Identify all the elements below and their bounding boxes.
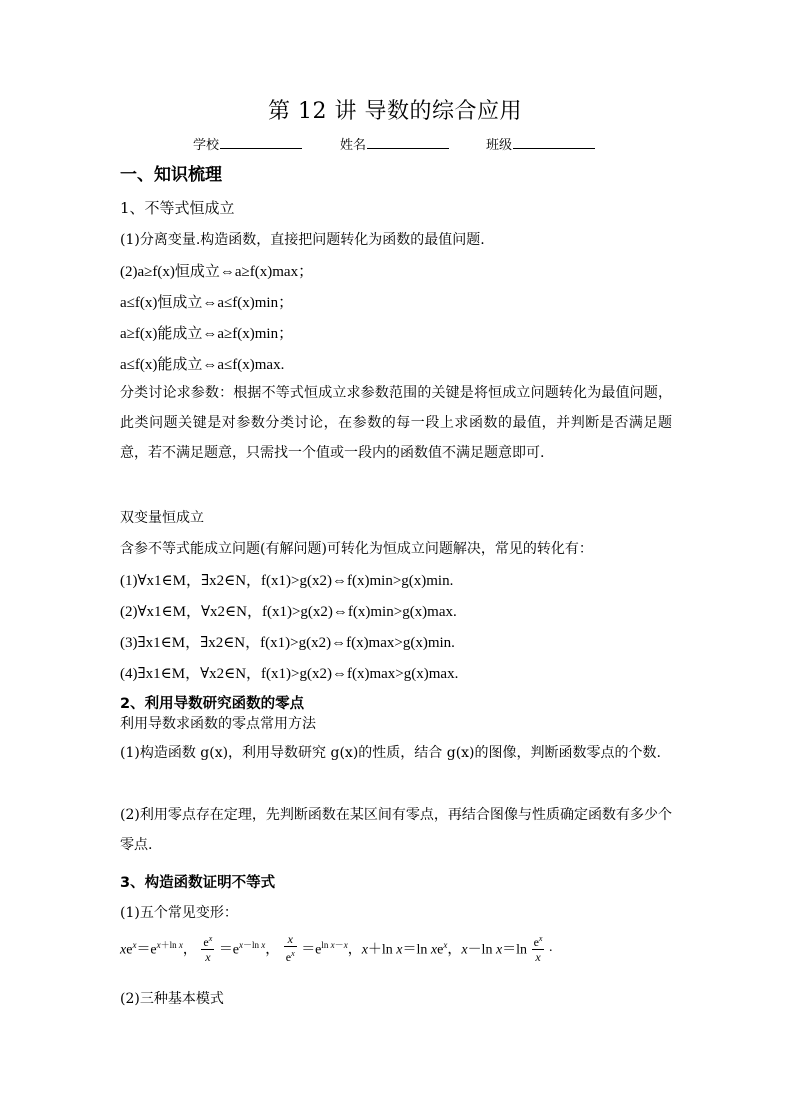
school-label: 学校: [193, 138, 220, 153]
text-line: (2)∀x1∈M，∀x2∈N，f(x1)>g(x2)⇔f(x)min>g(x)max.: [120, 604, 457, 620]
text-line: (1)∀x1∈M，∃x2∈N，f(x1)>g(x2)⇔f(x)min>g(x)min.: [120, 573, 454, 589]
school-blank[interactable]: [220, 136, 302, 149]
name-field[interactable]: [340, 134, 449, 153]
paragraph-classification: 分类讨论求参数：根据不等式恒成立求参数范围的关键是将恒成立问题转化为最值问题，此类问题关键是对参数分类讨论，在参数的每一段上求函数的最值，并判断是否满足题意，若不满足题意，只需找一个值或一段内的函数值不满足题意即可.: [120, 385, 672, 461]
name-blank[interactable]: [367, 136, 449, 149]
double-variable-heading: 双变量恒成立: [120, 510, 204, 526]
subsection-heading-2: 2、利用导数研究函数的零点: [120, 696, 305, 712]
text-line: (3)∃x1∈M，∃x2∈N，f(x1)>g(x2)⇔f(x)max>g(x)min.: [120, 635, 455, 651]
formula-five-forms: $xe^x=e^{x+ln x}$， $\frac{e^x}{x}$ $=e^{x-ln x}$， $\frac{x}{e^x}$ $=e^{ln x-x}$，x＋ln x＝ln $xe^x$，x－ln x＝ln $\frac{e^x}{x}$ .: [120, 932, 553, 964]
page-title: 第 12 讲 导数的综合应用: [268, 99, 522, 124]
section-heading: 一、知识梳理: [120, 165, 222, 185]
class-label: 班级: [486, 138, 513, 153]
paragraph-zero-method-1: (1)构造函数 g(x)，利用导数研究 g(x)的性质，结合 g(x)的图像，判断函数零点的个数.: [120, 745, 661, 761]
text-line: 含参不等式能成立问题(有解问题)可转化为恒成立问题解决，常见的转化有：: [120, 541, 593, 557]
text-line: (2)a≥f(x)恒成立⇔a≥f(x)max；: [120, 264, 314, 280]
text-line: (2)三种基本模式: [120, 991, 224, 1007]
text-line: (1)分离变量.构造函数，直接把问题转化为函数的最值问题.: [120, 232, 485, 248]
text-line: (4)∃x1∈M，∀x2∈N，f(x1)>g(x2)⇔f(x)max>g(x)max.: [120, 666, 459, 682]
class-blank[interactable]: [513, 136, 595, 149]
student-info-fields: [0, 134, 790, 154]
subsection-heading-3: 3、构造函数证明不等式: [120, 875, 276, 891]
text-line: a≥f(x)能成立⇔a≥f(x)min；: [120, 326, 294, 342]
text-line: 利用导数求函数的零点常用方法: [120, 716, 316, 732]
name-label: 姓名: [340, 138, 367, 153]
subsection-heading-1: 1、不等式恒成立: [120, 199, 235, 217]
class-field[interactable]: [486, 134, 595, 153]
text-line: (1)五个常见变形：: [120, 905, 238, 921]
text-line: a≤f(x)能成立⇔a≤f(x)max.: [120, 357, 285, 373]
text-line: a≤f(x)恒成立⇔a≤f(x)min；: [120, 295, 294, 311]
paragraph-zero-method-2: (2)利用零点存在定理，先判断函数在某区间有零点，再结合图像与性质确定函数有多少个零点.: [120, 807, 672, 853]
school-field[interactable]: [193, 134, 302, 153]
